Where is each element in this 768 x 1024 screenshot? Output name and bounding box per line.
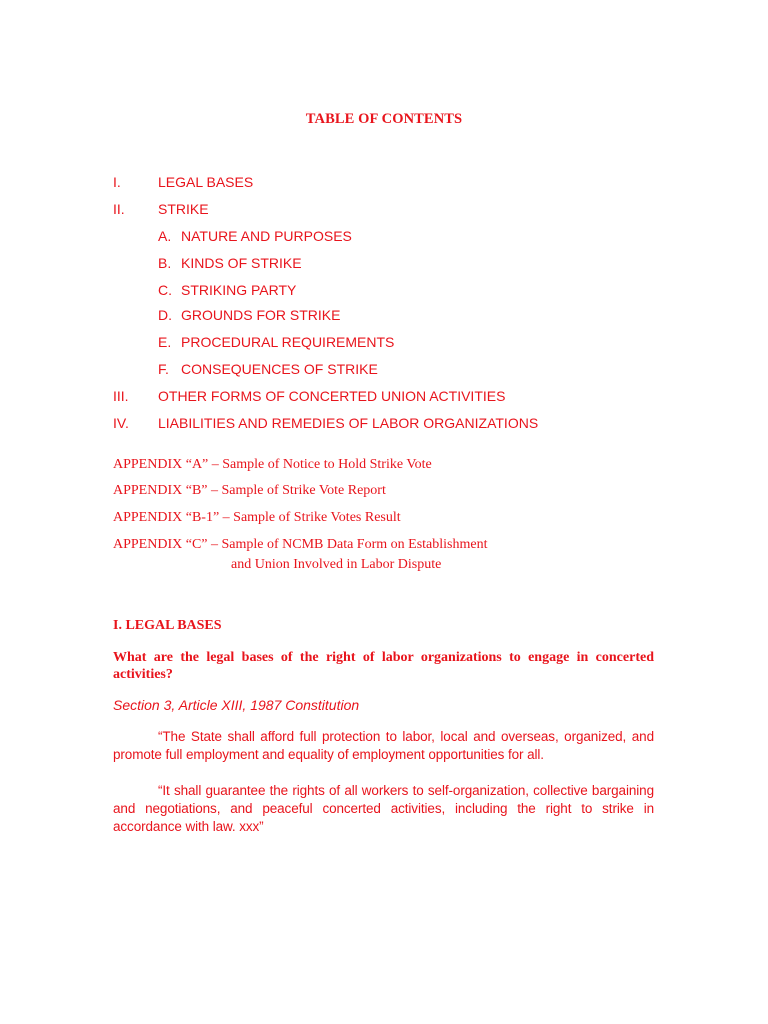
toc-subitem-letter: C. [158, 282, 172, 298]
toc-subitem-letter: A. [158, 228, 172, 244]
legal-citation: Section 3, Article XIII, 1987 Constitution [113, 697, 360, 713]
appendix-entry: APPENDIX “A” – Sample of Notice to Hold Strike Vote [113, 457, 432, 472]
appendix-entry: APPENDIX “B-1” – Sample of Strike Votes Result [113, 510, 401, 525]
toc-subitem-label: CONSEQUENCES OF STRIKE [181, 361, 378, 377]
toc-item-number: I. [113, 174, 121, 190]
toc-item-label: OTHER FORMS OF CONCERTED UNION ACTIVITIES [158, 388, 506, 404]
quoted-paragraph: “The State shall afford full protection to labor, local and overseas, organized, and promote full employment and equality of employment opportunities for all. [113, 729, 654, 762]
section-heading: I. LEGAL BASES [113, 618, 222, 633]
toc-subitem-label: STRIKING PARTY [181, 282, 297, 298]
toc-item-label: LIABILITIES AND REMEDIES OF LABOR ORGANIZATIONS [158, 415, 539, 431]
quoted-paragraph: “It shall guarantee the rights of all workers to self-organization, collective bargaining and negotiations, and peaceful concerted activities, including the right to strike in accordance with law. xxx” [113, 783, 654, 834]
toc-subitem-letter: D. [158, 307, 172, 323]
toc-subitem-letter: B. [158, 255, 172, 271]
toc-title: TABLE OF CONTENTS [305, 111, 463, 127]
toc-item-label: LEGAL BASES [158, 174, 254, 190]
toc-subitem-label: GROUNDS FOR STRIKE [181, 307, 341, 323]
appendix-entry: APPENDIX “C” – Sample of NCMB Data Form on Establishment [113, 537, 488, 552]
appendix-entry: APPENDIX “B” – Sample of Strike Vote Report [113, 483, 386, 498]
toc-subitem-label: PROCEDURAL REQUIREMENTS [181, 334, 395, 350]
section-question: What are the legal bases of the right of labor organizations to engage in concerted activities? [113, 650, 654, 682]
toc-item-label: STRIKE [158, 201, 209, 217]
toc-item-number: IV. [113, 415, 129, 431]
toc-subitem-letter: E. [158, 334, 172, 350]
toc-item-number: III. [113, 388, 129, 404]
appendix-entry-continuation: and Union Involved in Labor Dispute [231, 557, 442, 572]
toc-subitem-label: NATURE AND PURPOSES [181, 228, 352, 244]
toc-subitem-letter: F. [158, 361, 169, 377]
toc-subitem-label: KINDS OF STRIKE [181, 255, 302, 271]
toc-item-number: II. [113, 201, 125, 217]
